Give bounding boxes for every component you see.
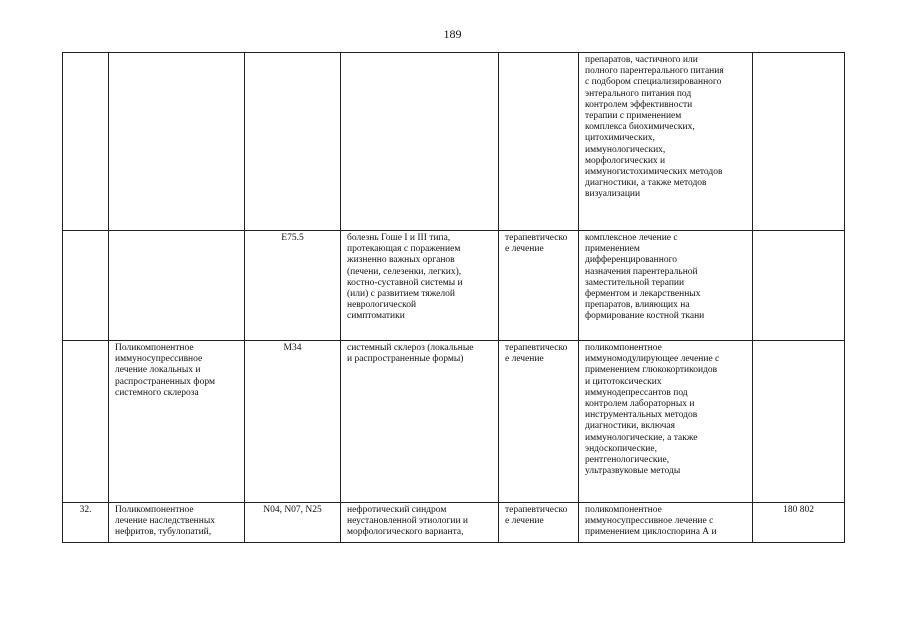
- table-row: [63, 341, 845, 503]
- row-number-cell: [63, 341, 109, 503]
- icd-code-cell: [245, 341, 341, 503]
- icd-code-cell: [245, 503, 341, 543]
- patient-model: системный склероз (локальные и распространенные формы): [347, 343, 474, 365]
- icd-code: M34: [283, 343, 302, 353]
- care-name: Поликомпонентное иммуносупрессивное лечение локальных и распространенных форм системного склероза: [115, 343, 215, 398]
- treatment-method: препаратов, частичного или полного парентерального питания с подбором специализированного энтерального питания под контролем эффективности терапии с применением комплекса биохимических, цитохимических, иммунологических, морфологических и иммуногистохимических методов диагностики, а также методов визуализации: [585, 55, 724, 200]
- care-name-cell: [109, 53, 245, 231]
- row-number-cell: [63, 231, 109, 341]
- icd-code-cell: [245, 231, 341, 341]
- treatment-type: терапевтическо е лечение: [505, 343, 568, 365]
- table-row: [63, 231, 845, 341]
- treatment-method-cell: [579, 503, 753, 543]
- icd-code-cell: [245, 53, 341, 231]
- cost: 180 802: [783, 505, 814, 515]
- treatment-type-cell: [499, 53, 579, 231]
- care-name-cell: [109, 341, 245, 503]
- treatment-method-cell: [579, 231, 753, 341]
- patient-model-cell: [341, 503, 499, 543]
- medical-care-table: [62, 52, 845, 543]
- care-name: Поликомпонентное лечение наследственных нефритов, тубулопатий,: [115, 505, 215, 538]
- cost-cell: [753, 341, 845, 503]
- cost-cell: [753, 503, 845, 543]
- patient-model-cell: [341, 53, 499, 231]
- row-number-cell: [63, 503, 109, 543]
- row-number-cell: [63, 53, 109, 231]
- care-name-cell: [109, 231, 245, 341]
- treatment-type: терапевтическо е лечение: [505, 505, 568, 527]
- icd-code: N04, N07, N25: [263, 505, 322, 515]
- care-name-cell: [109, 503, 245, 543]
- treatment-method-cell: [579, 341, 753, 503]
- cost-cell: [753, 231, 845, 341]
- treatment-type-cell: [499, 231, 579, 341]
- row-number: 32.: [79, 505, 92, 515]
- page-number: 189: [443, 27, 462, 41]
- treatment-type-cell: [499, 503, 579, 543]
- treatment-method-cell: [579, 53, 753, 231]
- table-row: [63, 53, 845, 231]
- patient-model: нефротический синдром неустановленной этиологии и морфологического варианта,: [347, 505, 468, 538]
- cost-cell: [753, 53, 845, 231]
- treatment-type: терапевтическо е лечение: [505, 233, 568, 255]
- patient-model: болезнь Гоше I и III типа, протекающая с поражением жизненно важных органов (печени, селезенки, легких), костно-суставной системы и (или) с развитием тяжелой неврологической симптоматики: [347, 233, 463, 322]
- patient-model-cell: [341, 341, 499, 503]
- patient-model-cell: [341, 231, 499, 341]
- icd-code: E75.5: [281, 233, 304, 243]
- treatment-method: поликомпонентное иммуномодулирующее лечение с применением глюкокортикоидов и цитотоксических иммунодепрессантов под контролем лабораторных и инструментальных методов диагностики, включая иммунологические, а также эндоскопические, рентгенологические, ультразвуковые методы: [585, 343, 720, 477]
- treatment-method: поликомпонентное иммуносупрессивное лечение с применением циклоспорина А и: [585, 505, 717, 538]
- table-row: [63, 503, 845, 543]
- treatment-method: комплексное лечение с применением дифференцированного назначения парентеральной заместительной терапии ферментом и лекарственных препаратов, влияющих на формирование костной ткани: [585, 233, 705, 322]
- treatment-type-cell: [499, 341, 579, 503]
